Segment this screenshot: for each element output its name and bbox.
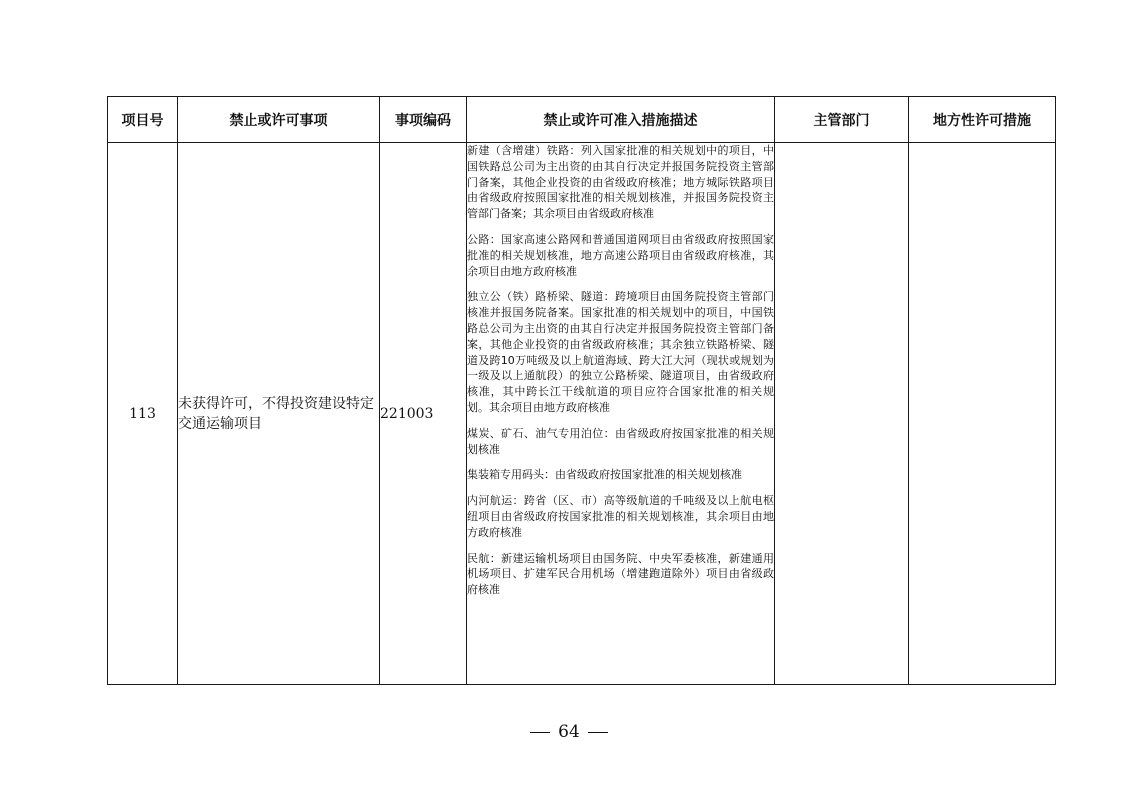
header-local-measures: 地方性许可措施 (909, 97, 1056, 143)
header-item: 禁止或许可事项 (178, 97, 380, 143)
description-inland-waterway: 内河航运：跨省（区、市）高等级航道的千吨级及以上航电枢纽项目由省级政府按国家批准的相关规划核准，其余项目由地方政府核准 (467, 494, 774, 539)
header-description: 禁止或许可准入措施描述 (467, 97, 775, 143)
permit-table (107, 96, 1056, 685)
description-civil-aviation: 民航：新建运输机场项目由国务院、中央军委核准，新建通用机场项目、扩建军民合用机场（增建跑道除外）项目由省级政府核准 (467, 551, 774, 597)
table-header-row (108, 97, 1056, 143)
header-department: 主管部门 (775, 97, 909, 143)
table-row (108, 143, 1056, 685)
description-railway: 新建（含增建）铁路：列入国家批准的相关规划中的项目，中国铁路总公司为主出资的由其自行决定并报国务院投资主管部门备案，其他企业投资的由省级政府核准；地方城际铁路项目由省级政府按照国家批准的相关规划核准，并报国务院投资主管部门备案；其余项目由省级政府核准 (467, 144, 774, 221)
description-highway: 公路：国家高速公路网和普通国道网项目由省级政府按照国家批准的相关规划核准，地方高速公路项目由省级政府核准，其余项目由地方政府核准 (467, 232, 774, 278)
item-cell: 未获得许可，不得投资建设特定交通运输项目 (178, 143, 380, 685)
left-dash (530, 732, 550, 733)
right-dash (588, 732, 608, 733)
description-bridges-tunnels: 独立公（铁）路桥梁、隧道：跨境项目由国务院投资主管部门核准并报国务院备案。国家批准的相关规划中的项目，中国铁路总公司为主出资的由其自行决定并报国务院投资主管部门备案，其他企业投资的由省级政府核准；其余独立铁路桥梁、隧道及跨10万吨级及以上航道海域、跨大江大河（现状或规划为一级及以上通航段）的独立公路桥梁、隧道项目，由省级政府核准，其中跨长江干线航道的项目应符合国家批准的相关规划。其余项目由地方政府核准 (467, 290, 774, 414)
local-measures-cell (909, 143, 1056, 685)
header-code: 事项编码 (380, 97, 467, 143)
description-container-terminal: 集装箱专用码头：由省级政府按国家批准的相关规划核准 (467, 468, 742, 482)
page-footer (0, 722, 1138, 742)
project-number-cell: 113 (108, 143, 178, 685)
header-project-number: 项目号 (108, 97, 178, 143)
department-cell (775, 143, 909, 685)
description-bulk-berths: 煤炭、矿石、油气专用泊位：由省级政府按国家批准的相关规划核准 (467, 426, 774, 456)
page-number: 64 (558, 722, 580, 742)
description-cell (467, 143, 775, 685)
code-cell: 221003 (380, 143, 467, 685)
